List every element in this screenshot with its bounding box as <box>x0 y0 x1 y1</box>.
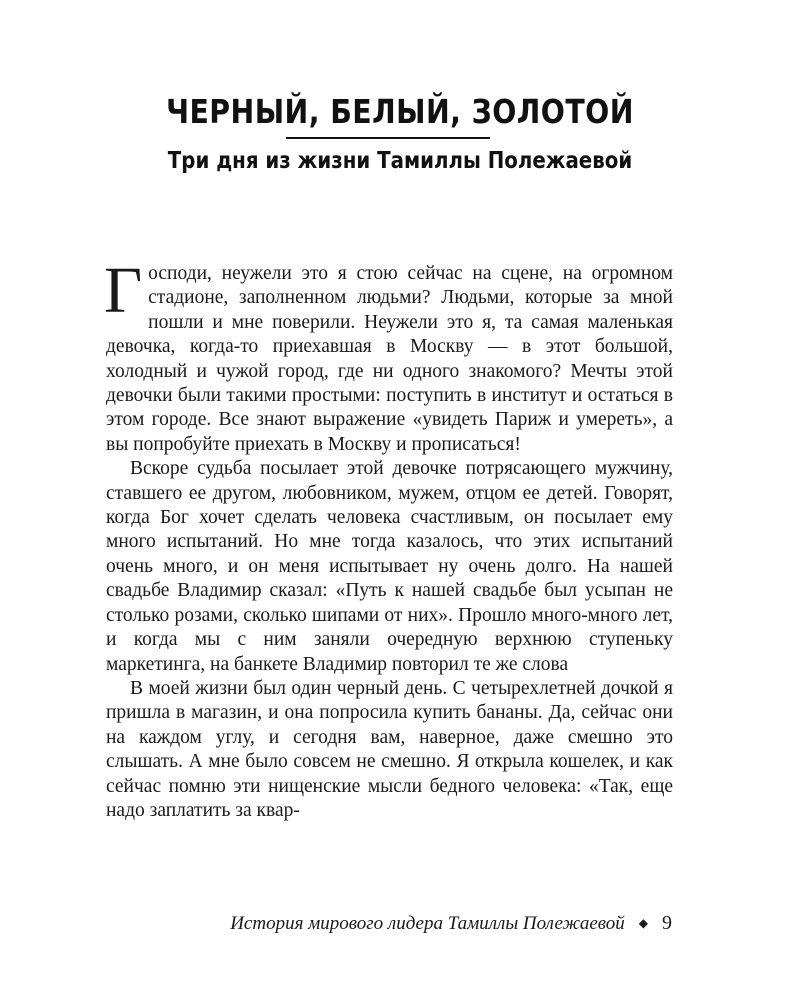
chapter-subtitle: Три дня из жизни Тамиллы Полежаевой <box>167 148 633 174</box>
running-title: История мирового лидера Тамиллы Полежаевой <box>230 913 625 934</box>
title-underline <box>286 137 490 139</box>
paragraph-3: В моей жизни был один черный день. С четырехлетней дочкой я пришла в магазин, и она попросила купить бананы. Да, сейчас они на каждом углу, и сегодня вам, наверное, даже смешно это слышать. А мне было совсем не смешно. Я открыла кошелек, и как сейчас помню эти нищенские мысли бедного человека: «Так, еще надо заплатить за квар- <box>106 677 673 821</box>
page-number: 9 <box>662 912 672 934</box>
paragraph-2: Вскоре судьба посылает этой девочке потрясающего мужчину, ставшего ее другом, любовником, мужем, отцом ее детей. Говорят, когда Бог хочет сделать человека счастливым, он посылает ему много испытаний. Но мне тогда казалось, что этих испытаний очень много, и он меня испытывает ну очень долго. На нашей свадьбе Владимир сказал: «Путь к нашей свадьбе был усыпан не столько розами, сколько шипами от них». Прошло много-много лет, и когда мы с ним заняли очередную верхнюю ступеньку маркетинга, на банкете Владимир повторил те же слова <box>106 458 673 675</box>
diamond-ornament-icon: ◆ <box>638 916 648 930</box>
chapter-title: ЧЕРНЫЙ, БЕЛЫЙ, ЗОЛОТОЙ <box>166 92 634 131</box>
drop-cap: Г <box>104 254 143 327</box>
paragraph-1-text: осподи, неужели это я стою сейчас на сцене, на огромном стадионе, заполненном людьми? Людьми, которые за мной пошли и мне поверили. Неужели это я, та самая маленькая девочка, когда-то приехавшая в Москву — в этот большой, холодный и чужой город, где ни одного знакомого? Мечты этой девочки были такими простыми: поступить в институт и остаться в этом городе. Все знают выражение «увидеть Париж и умереть», а вы попробуйте приехать в Москву и прописаться! <box>106 263 673 455</box>
body-text <box>104 254 673 823</box>
page-footer <box>230 912 672 935</box>
paragraph-1 <box>104 254 673 457</box>
